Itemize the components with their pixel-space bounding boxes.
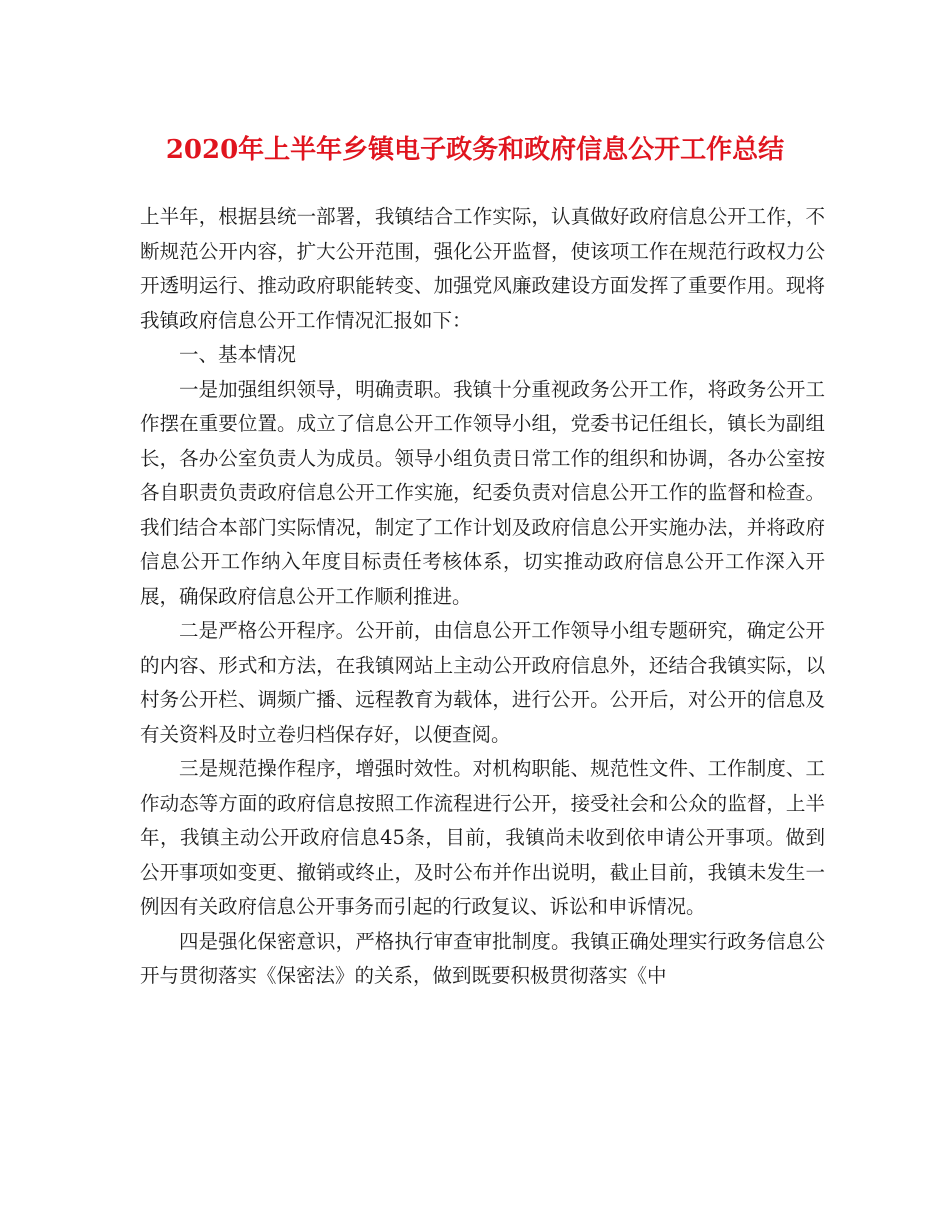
paragraph-confidentiality: 四是强化保密意识，严格执行审查审批制度。我镇正确处理实行政务信息公开与贯彻落实《保密法》的关系，做到既要积极贯彻落实《中 [140,929,825,987]
document-body [140,200,825,994]
paragraph-disclosure-procedure: 二是严格公开程序。公开前，由信息公开工作领导小组专题研究，确定公开的内容、形式和方法，在我镇网站上主动公开政府信息外，还结合我镇实际，以村务公开栏、调频广播、远程教育为载体，进行公开。公开后，对公开的信息及有关资料及时立卷归档保存好，以便查阅。 [140,619,825,746]
paragraph-operation-procedure: 三是规范操作程序，增强时效性。对机构职能、规范性文件、工作制度、工作动态等方面的政府信息按照工作流程进行公开，接受社会和公众的监督，上半年，我镇主动公开政府信息45条，目前，我镇尚未收到依申请公开事项。做到公开事项如变更、撤销或终止，及时公布并作出说明，截止目前，我镇未发生一例因有关政府信息公开事务而引起的行政复议、诉讼和申诉情况。 [140,757,825,918]
paragraph-intro: 上半年，根据县统一部署，我镇结合工作实际，认真做好政府信息公开工作，不断规范公开内容，扩大公开范围，强化公开监督，使该项工作在规范行政权力公开透明运行、推动政府职能转变、加强党风廉政建设方面发挥了重要作用。现将我镇政府信息公开工作情况汇报如下： [140,205,825,332]
section-heading-basic-situation: 一、基本情况 [179,343,297,366]
paragraph-organization-leadership: 一是加强组织领导，明确责职。我镇十分重视政务公开工作，将政务公开工作摆在重要位置。成立了信息公开工作领导小组，党委书记任组长，镇长为副组长，各办公室负责人为成员。领导小组负责日常工作的组织和协调，各办公室按各自职责负责政府信息公开工作实施，纪委负责对信息公开工作的监督和检查。我们结合本部门实际情况，制定了工作计划及政府信息公开实施办法，并将政府信息公开工作纳入年度目标责任考核体系，切实推动政府信息公开工作深入开展，确保政府信息公开工作顺利推进。 [140,377,825,608]
document-title: 2020年上半年乡镇电子政务和政府信息公开工作总结 [165,135,785,165]
